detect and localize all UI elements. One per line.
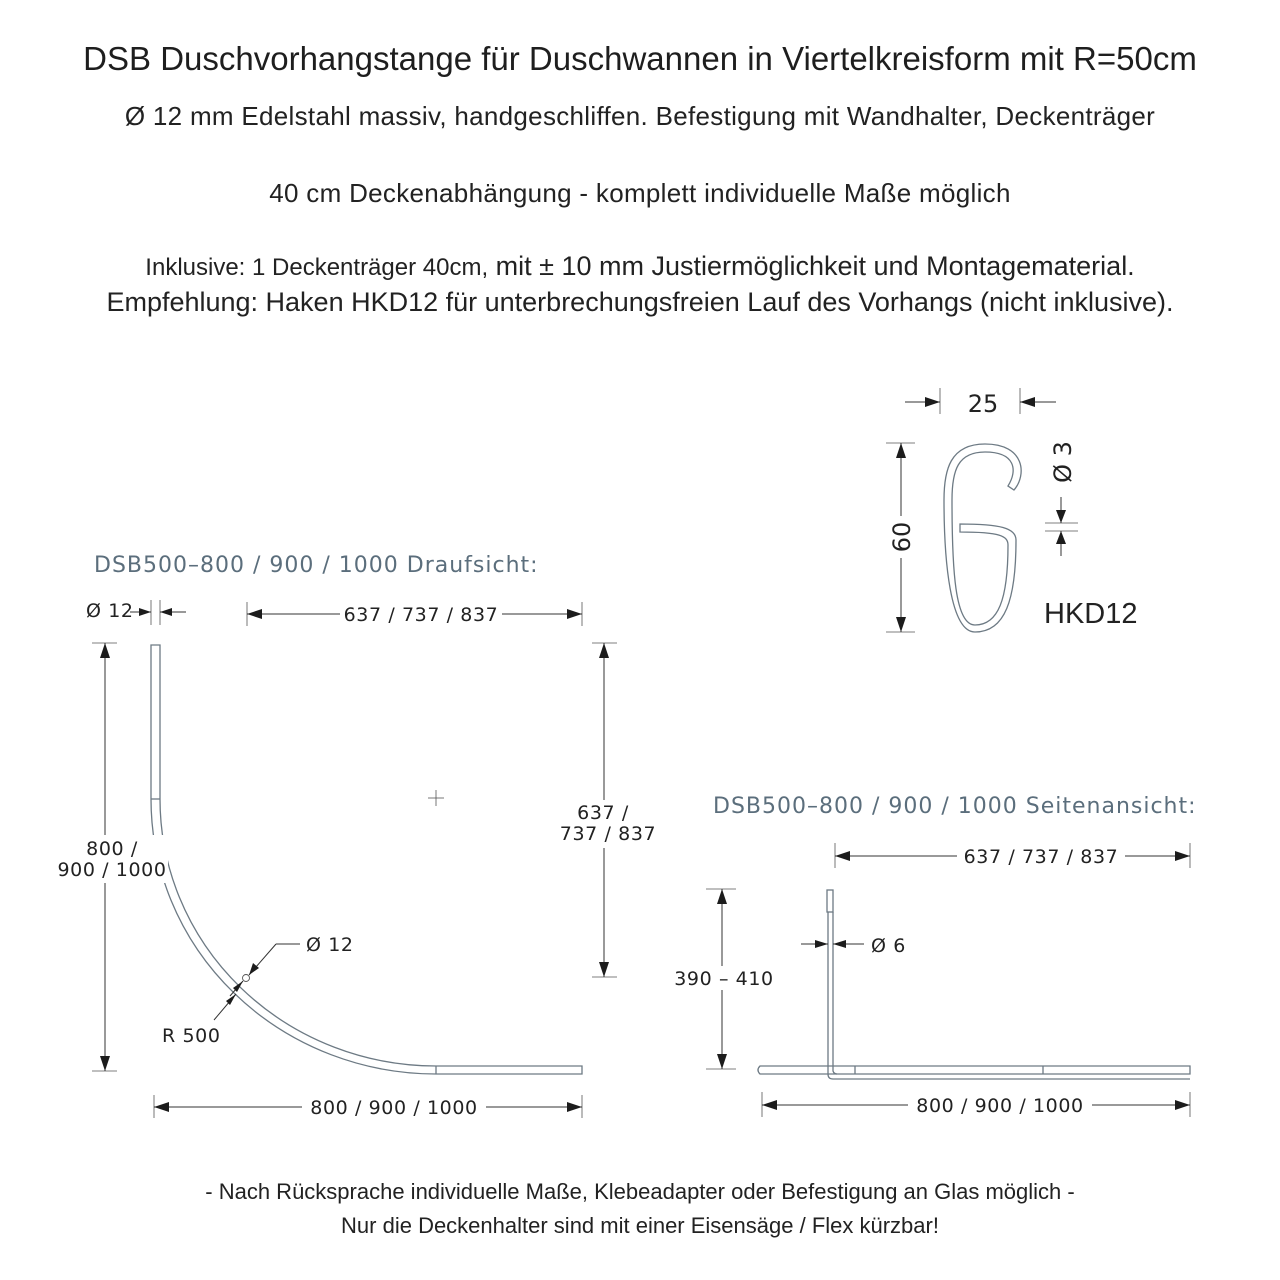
dim-side-top-length (835, 843, 1190, 868)
dim-side-top-length-label: 637 / 737 / 837 (963, 846, 1119, 868)
footer-warning: Nur die Deckenhalter sind mit einer Eisensäge / Flex kürzbar! (341, 1213, 939, 1238)
dim-side-diameter-label: Ø 6 (871, 935, 906, 957)
dim-diameter-arc-label: Ø 12 (306, 934, 354, 956)
footer-note: - Nach Rücksprache individuelle Maße, Klebeadapter oder Befestigung an Glas möglich - (205, 1179, 1075, 1204)
dim-diameter-arc (230, 934, 354, 996)
dim-radius (162, 994, 236, 1047)
side-view (672, 794, 1197, 1117)
ceiling-suspension-note: 40 cm Deckenabhängung - komplett individuelle Maße möglich (269, 178, 1011, 208)
dim-bottom-length-label: 800 / 900 / 1000 (310, 1097, 478, 1119)
dim-right-height-label-1: 637 / (577, 802, 629, 824)
dim-hook-diameter (1045, 441, 1078, 556)
dim-side-height-label: 390 – 410 (674, 968, 774, 990)
dim-left-height-label-2: 900 / 1000 (57, 859, 167, 881)
hook-label: HKD12 (1044, 598, 1138, 630)
dim-hook-width (905, 388, 1056, 418)
dim-top-length-label: 637 / 737 / 837 (343, 604, 499, 626)
dim-top-length (247, 602, 582, 626)
top-view-title: DSB500–800 / 900 / 1000 Draufsicht: (94, 553, 539, 578)
dim-diameter-top (86, 600, 186, 625)
dim-radius-label: R 500 (162, 1025, 221, 1047)
dim-hook-diameter-label: Ø 3 (1049, 441, 1077, 483)
hook-shape (944, 444, 1021, 632)
dim-right-height-label-2: 737 / 837 (559, 823, 657, 845)
rod-top-view (151, 645, 582, 1074)
material-description: Ø 12 mm Edelstahl massiv, handgeschliffen. Befestigung mit Wandhalter, Deckenträger (124, 101, 1156, 131)
inclusive-lead: Inklusive: 1 Deckenträger 40cm, (145, 254, 489, 281)
dim-left-height (50, 643, 168, 1071)
hook-view (886, 388, 1138, 632)
dim-side-diameter (801, 935, 906, 957)
dim-right-height (556, 643, 660, 977)
page-title: DSB Duschvorhangstange für Duschwannen in Viertelkreisform mit R=50cm (83, 40, 1197, 77)
dim-hook-width-label: 25 (967, 390, 999, 418)
dim-bottom-length (154, 1095, 582, 1119)
side-view-title: DSB500–800 / 900 / 1000 Seitenansicht: (713, 794, 1197, 819)
dim-side-bottom-length (762, 1092, 1190, 1117)
top-view (50, 553, 660, 1119)
ceiling-support (827, 890, 1190, 1079)
dim-left-height-label-1: 800 / (86, 838, 138, 860)
dim-hook-height-label: 60 (888, 521, 916, 553)
dim-hook-height (886, 443, 916, 632)
rod-side-view (758, 1066, 1190, 1074)
recommendation-line: Empfehlung: Haken HKD12 für unterbrechungsfreien Lauf des Vorhangs (nicht inklusive). (106, 287, 1174, 317)
dim-side-height (672, 889, 776, 1069)
dim-side-bottom-length-label: 800 / 900 / 1000 (916, 1095, 1084, 1117)
arc-center-mark (428, 790, 444, 806)
dim-diameter-top-label: Ø 12 (86, 600, 134, 622)
inclusive-rest: mit ± 10 mm Justiermöglichkeit und Montagematerial. (488, 251, 1135, 281)
